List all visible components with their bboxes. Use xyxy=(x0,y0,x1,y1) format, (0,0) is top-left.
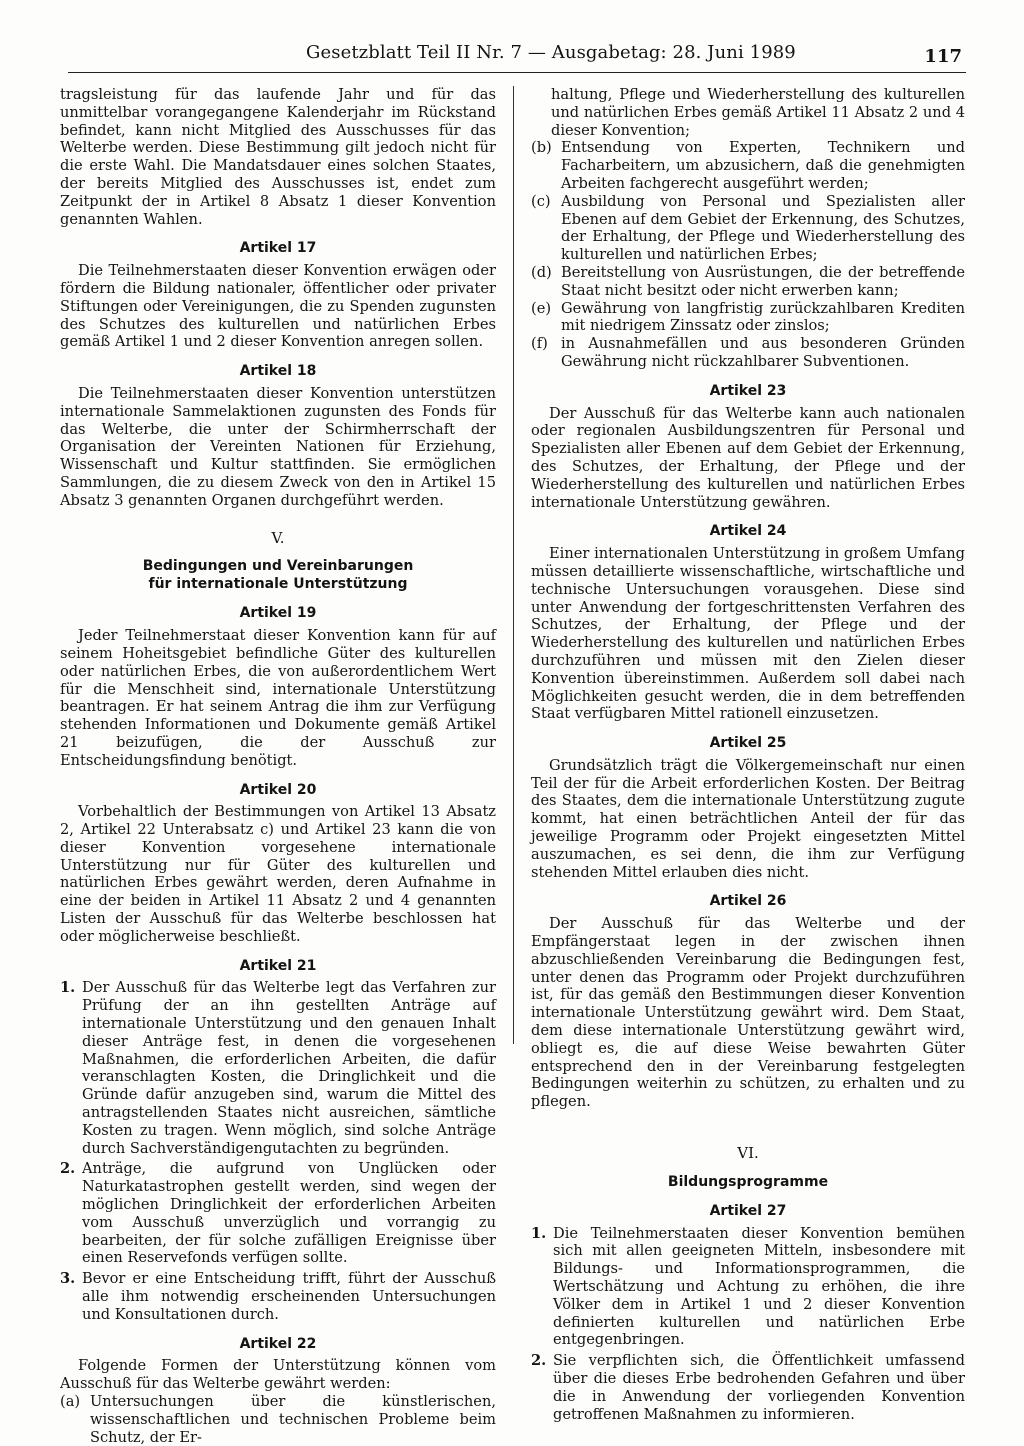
section-5-title-line1: Bedingungen und Vereinbarungen xyxy=(142,558,414,575)
section-5-number: V. xyxy=(271,528,285,547)
article-22-intro: Folgende Formen der Unterstützung können vom Ausschuß für das Welterbe gewährt werden: xyxy=(60,1357,496,1393)
article-25-heading: Artikel 25 xyxy=(709,735,787,752)
article-27-item-1 xyxy=(531,1225,965,1350)
article-23-text: Der Ausschuß für das Welterbe kann auch nationalen oder regionalen Ausbildungszentren für Personal und Spezialisten aller Ebenen auf dem Gebiet der Erkennung, des Schutzes, der Erhaltung, der Pflege und der Wiederherstellung des kulturellen und natürlichen Erbes internationale Unterstützung gewähren. xyxy=(531,404,965,511)
item-text: Entsendung von Experten, Technikern und Facharbeitern, um abzusichern, daß die genehmigten Arbeiten fachgerecht ausgeführt werden; xyxy=(561,139,965,192)
article-18-heading: Artikel 18 xyxy=(239,363,317,380)
page-number: 117 xyxy=(924,46,962,67)
right-column xyxy=(531,86,965,1426)
article-24-text: Einer internationalen Unterstützung in großem Umfang müssen detaillierte wissenschaftliche, wirtschaftliche und technische Untersuchungen vorausgehen. Diese sind unter Anwendung der fortgeschrittensten Verfahren des Schutzes, der Erhaltung, der Pflege und der Wiederherstellung des kulturellen und natürlichen Erbes durchzuführen und müssen mit den Zielen dieser Konvention übereinstimmen. Außerdem soll dabei nach Möglichkeiten gesucht werden, die in dem betreffenden Staat verfügbaren Mittel rationell einzusetzen. xyxy=(531,545,965,723)
article-22-item-c xyxy=(531,193,965,264)
item-text: Der Ausschuß für das Welterbe legt das Verfahren zur Prüfung der an ihn gestellten Anträge auf internationale Unterstützung und den genauen Inhalt dieser Anträge fest, in denen die vorgesehenen Maßnahmen, die erforderlichen Arbeiten, die dafür veranschlagten Kosten, die Dringlichkeit und die Gründe dafür anzugeben sind, warum die Mittel des antragstellenden Staates nicht ausreichen, sämtliche Kosten zu tragen. Wenn möglich, sind solche Anträge durch Sachverständigengutachten zu begründen. xyxy=(82,979,496,1157)
article-19-heading: Artikel 19 xyxy=(239,605,317,622)
item-text: Die Teilnehmerstaaten dieser Konvention bemühen sich mit allen geeigneten Mitteln, insbesondere mit Bildungs- und Informationsprogrammen, die Wertschätzung und Achtung zu erhöhen, die ihre Völker dem in Artikel 1 und 2 dieser Konvention definierten kulturellen und natürlichen Erbe entgegenbringen. xyxy=(553,1224,965,1349)
item-number: 2. xyxy=(531,1352,547,1370)
item-number: 2. xyxy=(60,1160,76,1178)
item-text: Anträge, die aufgrund von Unglücken oder Naturkatastrophen gestellt werden, sind wegen der möglichen Dringlichkeit der erforderlichen Arbeiten vom Ausschuß unverzüglich und vorrangig zu bearbeiten, der für solche zufälligen Ereignisse über einen Reservefonds verfügen sollte. xyxy=(82,1160,496,1267)
article-22-item-b xyxy=(531,139,965,192)
article-17-text: Die Teilnehmerstaaten dieser Konvention erwägen oder fördern die Bildung nationaler, öffentlicher oder privater Stiftungen oder Vereinigungen, die zu Spenden zugunsten des Schutzes des kulturellen und natürlichen Erbes gemäß Artikel 1 und 2 dieser Konvention anregen sollen. xyxy=(60,262,496,351)
article-17-heading: Artikel 17 xyxy=(239,240,317,257)
article-22-item-d xyxy=(531,264,965,300)
left-column xyxy=(60,86,496,1446)
article-23-heading: Artikel 23 xyxy=(709,382,787,399)
article-22-heading: Artikel 22 xyxy=(239,1335,317,1352)
section-6-number: VI. xyxy=(737,1144,759,1163)
item-marker: (e) xyxy=(531,299,552,317)
column-separator xyxy=(513,86,514,1044)
article-21-item-1 xyxy=(60,979,496,1157)
article-18-text: Die Teilnehmerstaaten dieser Konvention unterstützen internationale Sammelaktionen zugunsten des Fonds für das Welterbe, die unter der Schirmherrschaft der Organisation der Vereinten Nationen für Erziehung, Wissenschaft und Kultur stattfinden. Sie ermöglichen Sammlungen, die zu diesem Zweck von den in Artikel 15 Absatz 3 genannten Organen durchgeführt werden. xyxy=(60,384,496,509)
item-text: Bereitstellung von Ausrüstungen, die der betreffende Staat nicht besitzt oder nicht erwerben kann; xyxy=(561,263,965,299)
item-marker: (b) xyxy=(531,139,552,157)
item-text: Bevor er eine Entscheidung trifft, führt der Ausschuß alle ihm notwendig erscheinenden Untersuchungen und Konsultationen durch. xyxy=(82,1270,496,1323)
item-number: 1. xyxy=(531,1224,547,1242)
article-27-item-2 xyxy=(531,1352,965,1423)
article-21-item-3 xyxy=(60,1270,496,1323)
article-25-text: Grundsätzlich trägt die Völkergemeinschaft nur einen Teil der für die Arbeit erforderlichen Kosten. Der Beitrag des Staates, dem die internationale Unterstützung zugute kommt, hat einen beträchtlichen Anteil der für das jeweilige Programm oder Projekt eingesetzten Mittel auszumachen, es sei denn, die ihm zur Verfügung stehenden Mittel erlauben dies nicht. xyxy=(531,756,965,881)
item-marker: (c) xyxy=(531,192,551,210)
article-22-item-e xyxy=(531,300,965,336)
article-21-item-2 xyxy=(60,1160,496,1267)
article-26-heading: Artikel 26 xyxy=(709,893,787,910)
section-6-title: Bildungsprogramme xyxy=(667,1173,829,1190)
item-marker: (d) xyxy=(531,263,552,281)
article-22-item-f xyxy=(531,335,965,371)
item-number: 3. xyxy=(60,1270,76,1288)
item-marker: (a) xyxy=(60,1393,81,1410)
item-marker: (f) xyxy=(531,335,548,353)
item-text: Ausbildung von Personal und Spezialisten aller Ebenen auf dem Gebiet der Erkennung, des Schutzes, der Erhaltung, der Pflege und Wiederherstellung des kulturellen und natürlichen Erbes; xyxy=(561,192,965,264)
article-27-heading: Artikel 27 xyxy=(709,1202,787,1219)
intro-paragraph: tragsleistung für das laufende Jahr und für das unmittelbar vorangegangene Kalenderjahr im Rückstand befindet, kann nicht Mitglied des Ausschusses für das Welterbe werden. Diese Bestimmung gilt jedoch nicht für die erste Wahl. Die Mandatsdauer eines solchen Staates, der bereits Mitglied des Ausschusses ist, endet zum Zeitpunkt der in Artikel 8 Absatz 1 dieser Konvention genannten Wahlen. xyxy=(60,86,496,228)
article-24-heading: Artikel 24 xyxy=(709,523,787,540)
item-text: Untersuchungen über die künstlerischen, wissenschaftlichen und technischen Probleme beim Schutz, der Er- xyxy=(90,1393,496,1446)
header-rule xyxy=(68,72,966,73)
article-20-text: Vorbehaltlich der Bestimmungen von Artikel 13 Absatz 2, Artikel 22 Unterabsatz c) und Artikel 23 kann die von dieser Konvention vorgesehene internationale Unterstützung nur für Güter des kulturellen und natürlichen Erbes gewährt werden, deren Aufnahme in eine der beiden in Artikel 11 Absatz 2 und 4 genannten Listen der Ausschuß für das Welterbe beschlossen hat oder möglicherweise beschließt. xyxy=(60,803,496,945)
article-21-heading: Artikel 21 xyxy=(239,957,317,974)
article-22-item-a-continued: haltung, Pflege und Wiederherstellung des kulturellen und natürlichen Erbes gemäß Artikel 11 Absatz 2 und 4 dieser Konvention; xyxy=(551,86,965,139)
article-19-text: Jeder Teilnehmerstaat dieser Konvention kann für auf seinem Hoheitsgebiet befindliche Güter des kulturellen oder natürlichen Erbes, die von außerordentlichem Wert für die Menschheit sind, internationale Unterstützung beantragen. Er hat seinem Antrag die ihm zur Verfügung stehenden Informationen und Dokumente gemäß Artikel 21 beizufügen, die der Ausschuß zur Entscheidungsfindung benötigt. xyxy=(60,627,496,769)
item-text: Gewährung von langfristig zurückzahlbaren Krediten mit niedrigem Zinssatz oder zinslos; xyxy=(561,299,965,335)
header-title: Gesetzblatt Teil II Nr. 7 — Ausgabetag: 28. Juni 1989 xyxy=(306,42,796,63)
item-text: Sie verpflichten sich, die Öffentlichkeit umfassend über die dieses Erbe bedrohenden Gefahren und über die in Anwendung der vorliegenden Konvention getroffenen Maßnahmen zu informieren. xyxy=(553,1352,965,1423)
article-20-heading: Artikel 20 xyxy=(239,781,317,798)
item-text: in Ausnahmefällen und aus besonderen Gründen Gewährung nicht rückzahlbarer Subventionen. xyxy=(561,335,965,370)
article-26-text: Der Ausschuß für das Welterbe und der Empfängerstaat legen in der zwischen ihnen abzuschließenden Vereinbarung die Bedingungen fest, unter denen das Programm oder Projekt durchzuführen ist, für das gemäß den Bestimmungen dieser Konvention internationale Unterstützung gewährt wird. Dem Staat, dem diese internationale Unterstützung gewährt wird, obliegt es, die auf diese Weise bewahrten Güter entsprechend den in der Vereinbarung festgelegten Bedingungen weiterhin zu schützen, zu erhalten und zu pflegen. xyxy=(531,915,965,1111)
article-22-item-a xyxy=(60,1393,496,1446)
item-number: 1. xyxy=(60,979,76,997)
page-header xyxy=(0,42,1024,76)
section-5-title-line2: für internationale Unterstützung xyxy=(148,576,408,593)
